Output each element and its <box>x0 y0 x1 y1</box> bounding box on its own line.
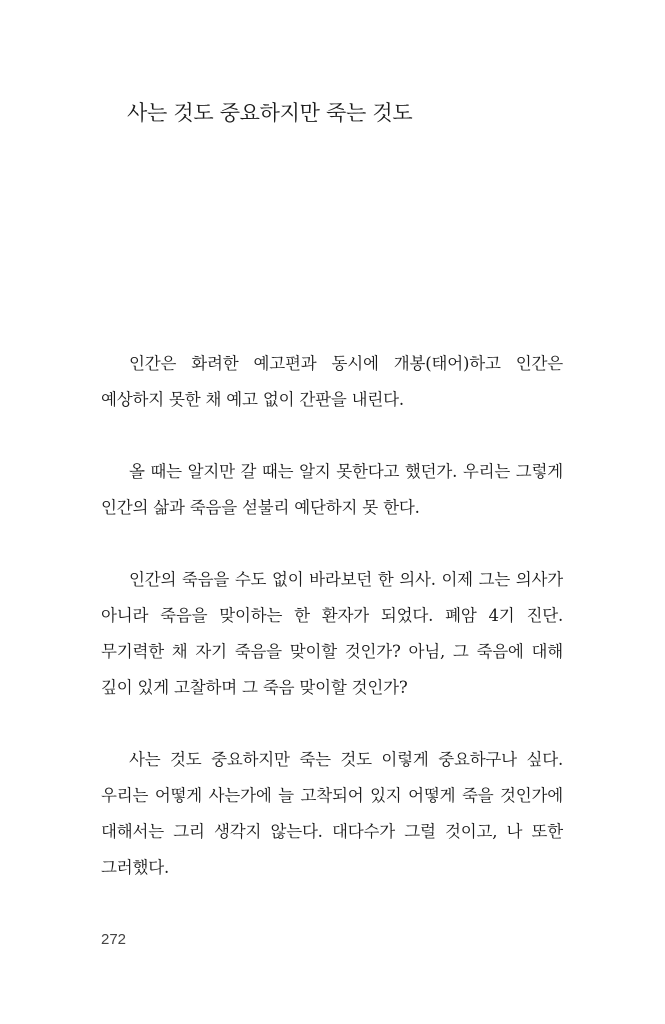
chapter-title: 사는 것도 중요하지만 죽는 것도 <box>127 101 413 125</box>
paragraph-1: 인간은 화려한 예고편과 동시에 개봉(태어)하고 인간은 예상하지 못한 채 예고 없이 간판을 내린다. <box>101 354 563 409</box>
paragraph-3: 인간의 죽음을 수도 없이 바라보던 한 의사. 이제 그는 의사가 아니라 죽음을 맞이하는 한 환자가 되었다. 폐암 4기 진단. 무기력한 채 자기 죽음을 맞이할 것인가? 아님, 그 죽음에 대해 깊이 있게 고찰하며 그 죽음 맞이할 것인가? <box>101 570 563 697</box>
paragraph-4: 사는 것도 중요하지만 죽는 것도 이렇게 중요하구나 싶다. 우리는 어떻게 사는가에 늘 고착되어 있지 어떻게 죽을 것인가에 대해서는 그리 생각지 않는다. 대다수가 그럴 것이고, 나 또한 그러했다. <box>101 750 563 877</box>
paragraph-2: 올 때는 알지만 갈 때는 알지 못한다고 했던가. 우리는 그렇게 인간의 삶과 죽음을 섣불리 예단하지 못 한다. <box>101 462 563 517</box>
page-number: 272 <box>101 931 127 948</box>
body-text <box>101 346 563 922</box>
